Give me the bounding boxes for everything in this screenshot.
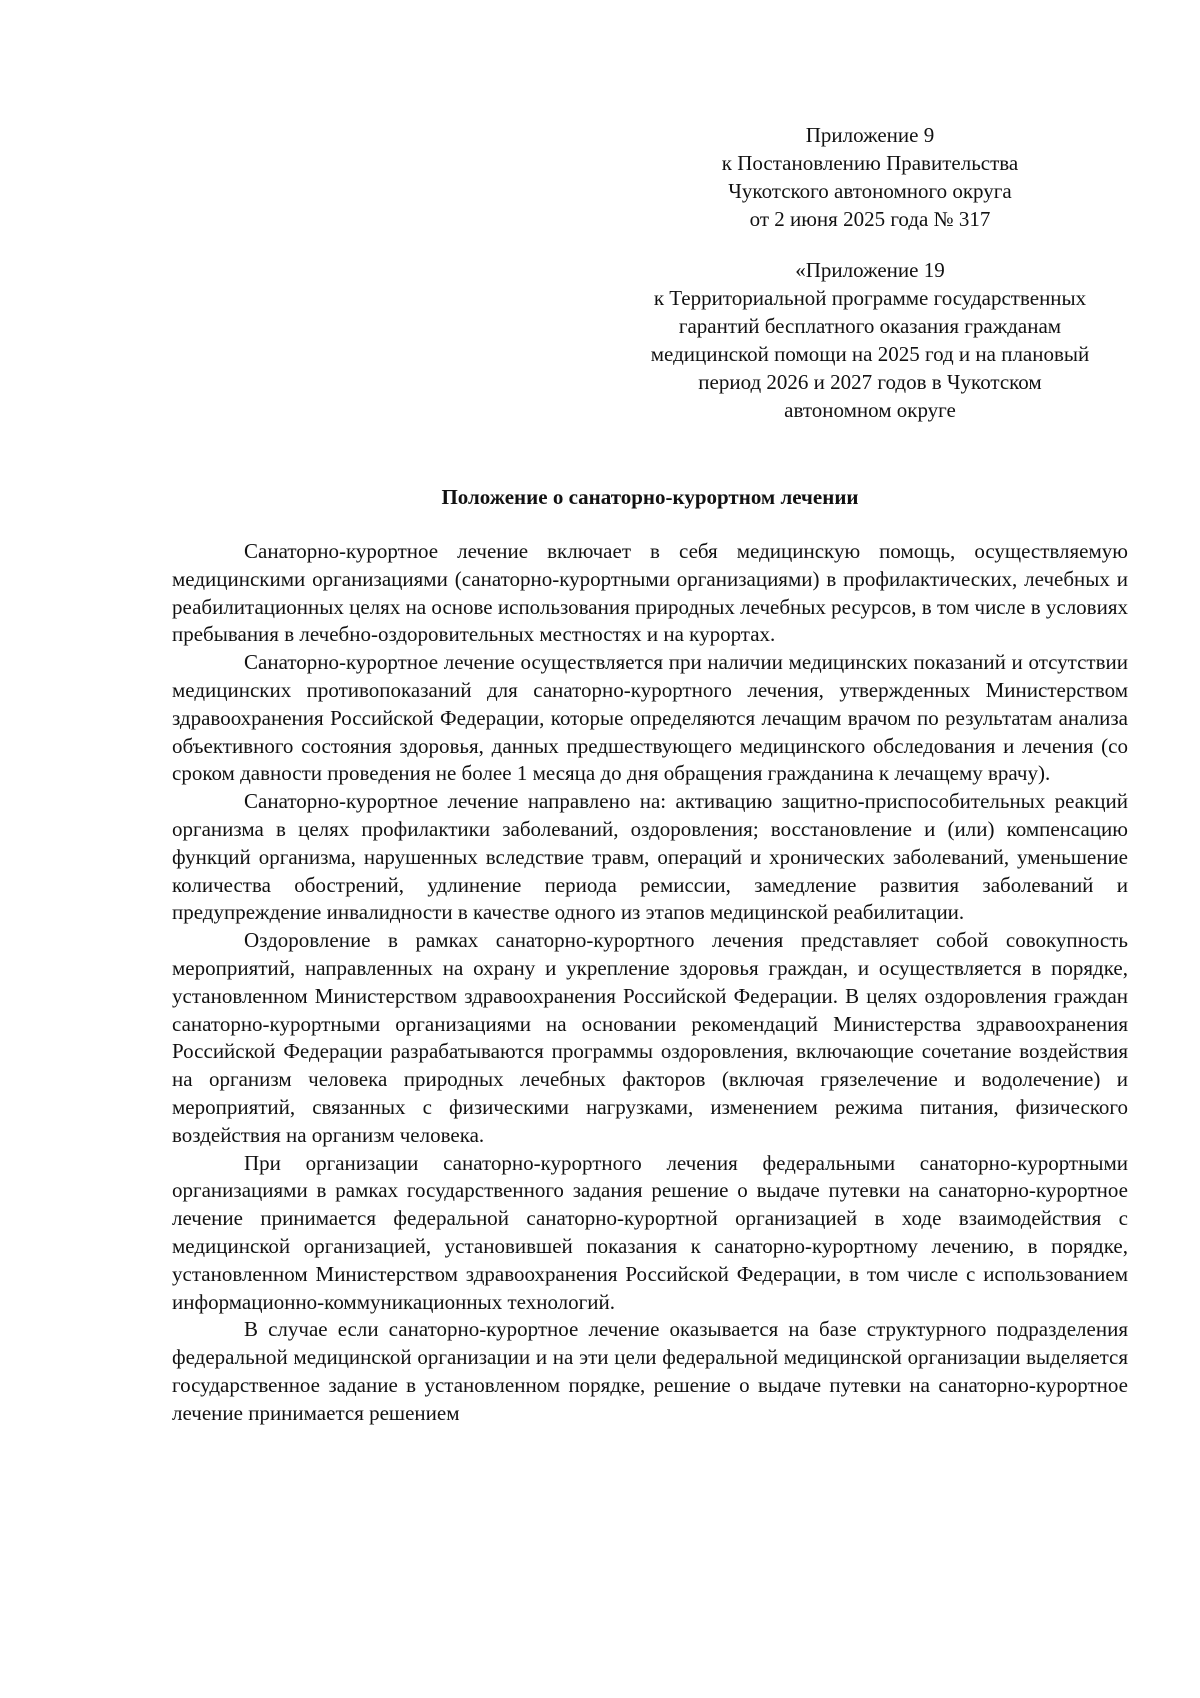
paragraph: В случае если санаторно-курортное лечение оказывается на базе структурного подразделения федеральной медицинской организации и на эти цели федеральной медицинской организации выделяется государственное задание в установленном порядке, решение о выдаче путевки на санаторно-курортное лечение принимается решением: [172, 1317, 1128, 1425]
appendix-19-line: период 2026 и 2027 годов в Чукотском: [698, 370, 1042, 394]
paragraph: Оздоровление в рамках санаторно-курортного лечения представляет собой совокупность мероприятий, направленных на охрану и укрепление здоровья граждан, и осуществляется в порядке, установленном Министерством здравоохранения Российской Федерации. В целях оздоровления граждан санаторно-курортными организациями на основании рекомендаций Министерства здравоохранения Российской Федерации разрабатываются программы оздоровления, включающие сочетание воздействия на организм человека природных лечебных факторов (включая грязелечение и водолечение) и мероприятий, связанных с физическими нагрузками, изменением режима питания, физического воздействия на организм человека.: [172, 928, 1128, 1147]
appendix-19-line: к Территориальной программе государственных: [653, 286, 1087, 310]
appendix-19-line: автономном округе: [784, 398, 956, 422]
appendix-9-header: [650, 121, 1090, 233]
document-body: [172, 538, 1128, 1428]
appendix-19-line: гарантий бесплатного оказания гражданам: [678, 314, 1062, 338]
paragraph: При организации санаторно-курортного лечения федеральными санаторно-курортными организациями в рамках государственного задания решение о выдаче путевки на санаторно-курортное лечение принимается федеральной санаторно-курортной организацией в ходе взаимодействия с медицинской организацией, установившей показания к санаторно-курортному лечению, в порядке, установленном Министерством здравоохранения Российской Федерации, в том числе с использованием информационно-коммуникационных технологий.: [172, 1150, 1128, 1314]
appendix-9-line: к Постановлению Правительства: [721, 151, 1019, 175]
appendix-9-line: от 2 июня 2025 года № 317: [749, 207, 991, 231]
appendix-9-line: Приложение 9: [805, 123, 935, 147]
appendix-19-line: «Приложение 19: [795, 258, 945, 282]
paragraph: Санаторно-курортное лечение осуществляется при наличии медицинских показаний и отсутствии медицинских противопоказаний для санаторно-курортного лечения, утвержденных Министерством здравоохранения Российской Федерации, которые определяются лечащим врачом по результатам анализа объективного состояния здоровья, данных предшествующего медицинского обследования и лечения (со сроком давности проведения не более 1 месяца до дня обращения гражданина к лечащему врачу).: [172, 650, 1128, 786]
appendix-19-line: медицинской помощи на 2025 год и на плановый: [650, 342, 1090, 366]
paragraph: Санаторно-курортное лечение направлено на: активацию защитно-приспособительных реакций организма в целях профилактики заболеваний, оздоровления; восстановление и (или) компенсацию функций организма, нарушенных вследствие травм, операций и хронических заболеваний, уменьшение количества обострений, удлинение периода ремиссии, замедление развития заболеваний и предупреждение инвалидности в качестве одного из этапов медицинской реабилитации.: [172, 789, 1128, 925]
paragraph: Санаторно-курортное лечение включает в себя медицинскую помощь, осуществляемую медицинскими организациями (санаторно-курортными организациями) в профилактических, лечебных и реабилитационных целях на основе использования природных лечебных ресурсов, в том числе в условиях пребывания в лечебно-оздоровительных местностях и на курортах.: [172, 539, 1128, 647]
appendix-9-line: Чукотского автономного округа: [728, 179, 1012, 203]
appendix-19-header: [570, 256, 1170, 424]
document-title: Положение о санаторно-курортном лечении: [441, 485, 859, 509]
